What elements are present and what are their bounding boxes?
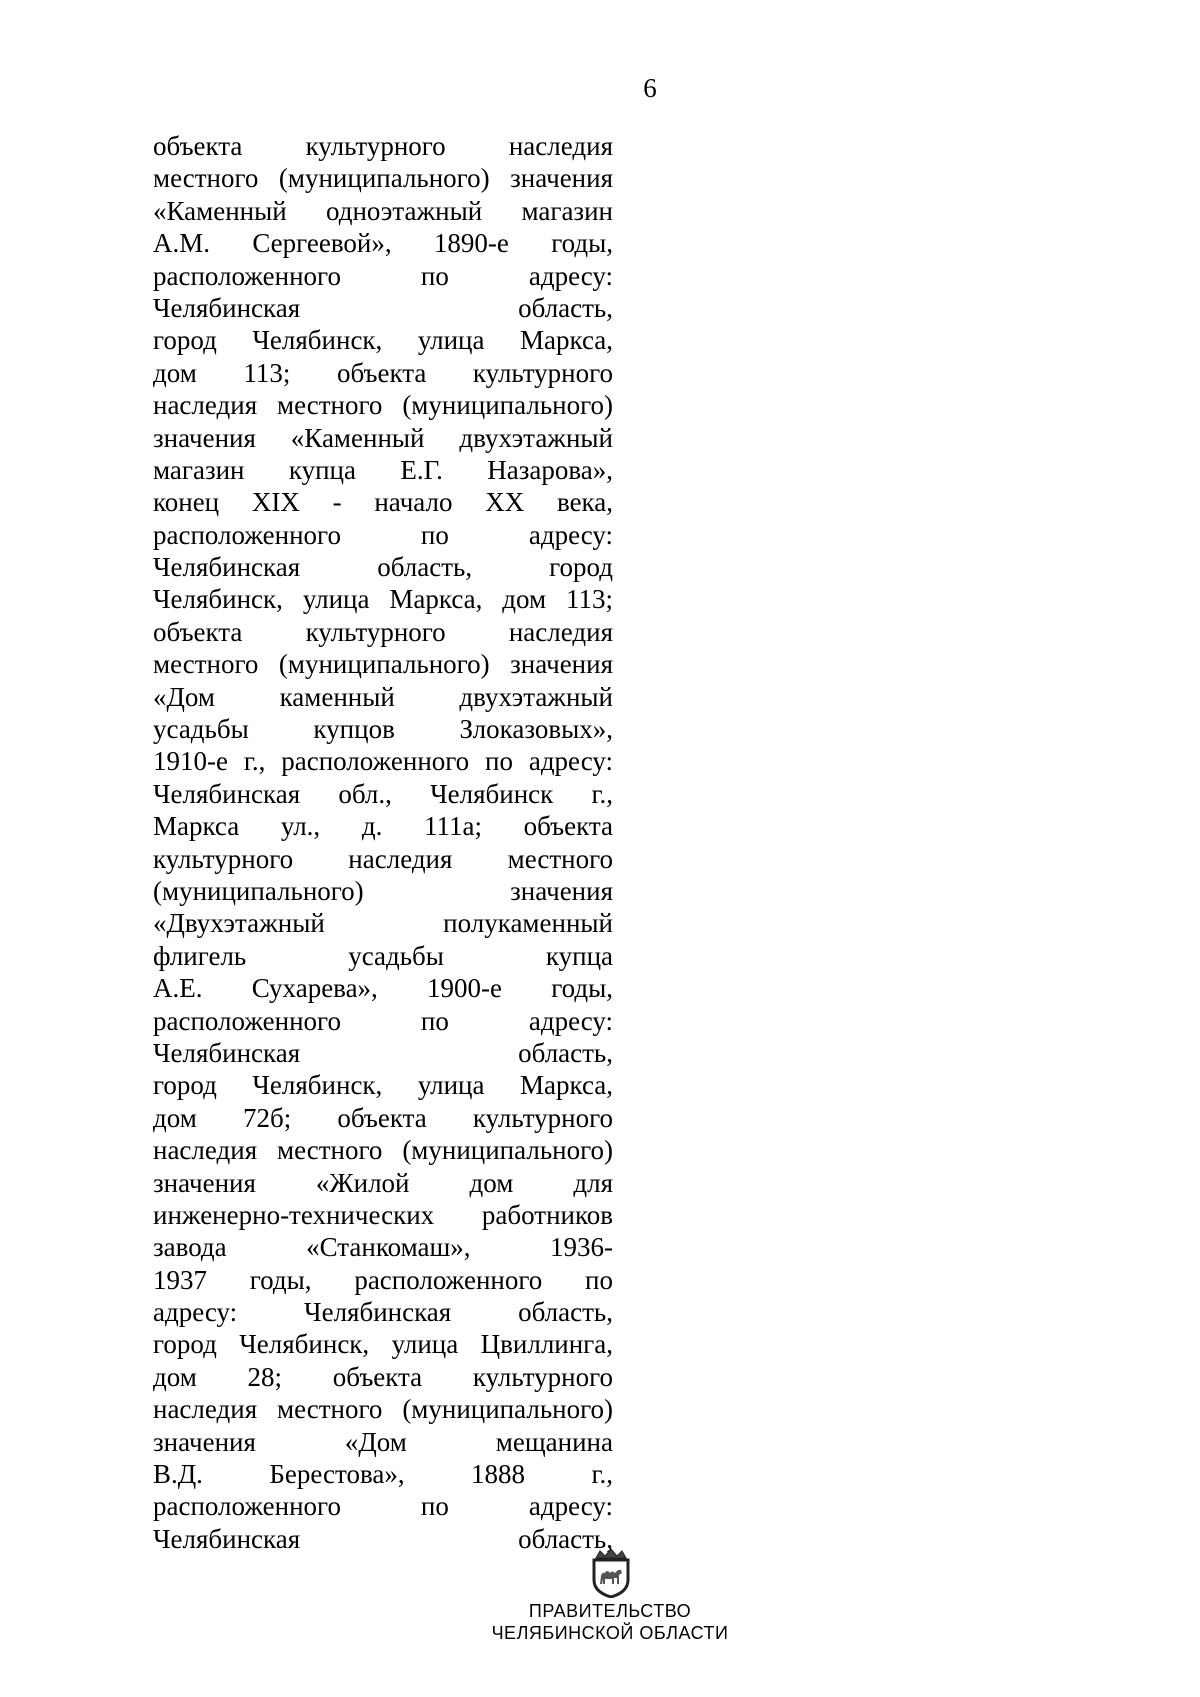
text-line: значения «Дом мещанина	[153, 1426, 613, 1457]
text-line: Челябинская область,	[153, 1523, 613, 1554]
text-line: Челябинская область, город	[153, 552, 613, 583]
text-line: Челябинская область,	[153, 292, 613, 323]
text-line: дом 113; объекта культурного	[153, 357, 613, 388]
text-line: завода «Станкомаш», 1936-	[153, 1232, 613, 1263]
text-line: А.М. Сергеевой», 1890-е годы,	[153, 228, 613, 259]
text-line: культурного наследия местного	[153, 843, 613, 874]
coat-of-arms-icon	[590, 1548, 632, 1598]
text-line: «Дом каменный двухэтажный	[153, 681, 613, 712]
text-line: Челябинская обл., Челябинск г.,	[153, 778, 613, 809]
issuer-stamp	[470, 1600, 750, 1644]
text-line: А.Е. Сухарева», 1900-е годы,	[153, 973, 613, 1004]
text-line: усадьбы купцов Злоказовых»,	[153, 714, 613, 745]
text-line: адресу: Челябинская область,	[153, 1297, 613, 1328]
text-line: «Двухэтажный полукаменный	[153, 908, 613, 939]
text-line: В.Д. Берестова», 1888 г.,	[153, 1459, 613, 1490]
text-line: (муниципального) значения	[153, 875, 613, 906]
text-line: дом 72б; объекта культурного	[153, 1102, 613, 1133]
text-line: Маркса ул., д. 111а; объекта	[153, 811, 613, 842]
text-line: город Челябинск, улица Маркса,	[153, 1070, 613, 1101]
text-line: 1910-е г., расположенного по адресу:	[153, 746, 613, 777]
text-line: магазин купца Е.Г. Назарова»,	[153, 454, 613, 485]
text-line: значения «Каменный двухэтажный	[153, 422, 613, 453]
text-line: дом 28; объекта культурного	[153, 1361, 613, 1392]
text-line: город Челябинск, улица Цвиллинга,	[153, 1329, 613, 1360]
page-number: 6	[643, 73, 657, 103]
text-line: «Каменный одноэтажный магазин	[153, 195, 613, 226]
stamp-line-1: ПРАВИТЕЛЬСТВО	[528, 1601, 692, 1621]
text-line: флигель усадьбы купца	[153, 940, 613, 971]
text-line: наследия местного (муниципального)	[153, 390, 613, 421]
text-line: наследия местного (муниципального)	[153, 1394, 613, 1425]
stamp-line-2: ЧЕЛЯБИНСКОЙ ОБЛАСТИ	[491, 1623, 729, 1643]
text-line: объекта культурного наследия	[153, 131, 613, 161]
text-line: расположенного по адресу:	[153, 519, 613, 550]
document-body	[153, 130, 613, 1555]
text-line: расположенного по адресу:	[153, 1491, 613, 1522]
text-line: значения «Жилой дом для	[153, 1167, 613, 1198]
text-line: расположенного по адресу:	[153, 260, 613, 291]
text-line: Челябинск, улица Маркса, дом 113;	[153, 584, 613, 615]
text-line: город Челябинск, улица Маркса,	[153, 325, 613, 356]
text-line: объекта культурного наследия	[153, 616, 613, 647]
text-line: Челябинская область,	[153, 1037, 613, 1068]
text-line: 1937 годы, расположенного по	[153, 1264, 613, 1295]
text-line: местного (муниципального) значения	[153, 163, 613, 194]
text-line: местного (муниципального) значения	[153, 649, 613, 680]
text-line: инженерно-технических работников	[153, 1199, 613, 1230]
text-line: конец XIX - начало XX века,	[153, 487, 613, 518]
text-line: наследия местного (муниципального)	[153, 1135, 613, 1166]
text-line: расположенного по адресу:	[153, 1005, 613, 1036]
